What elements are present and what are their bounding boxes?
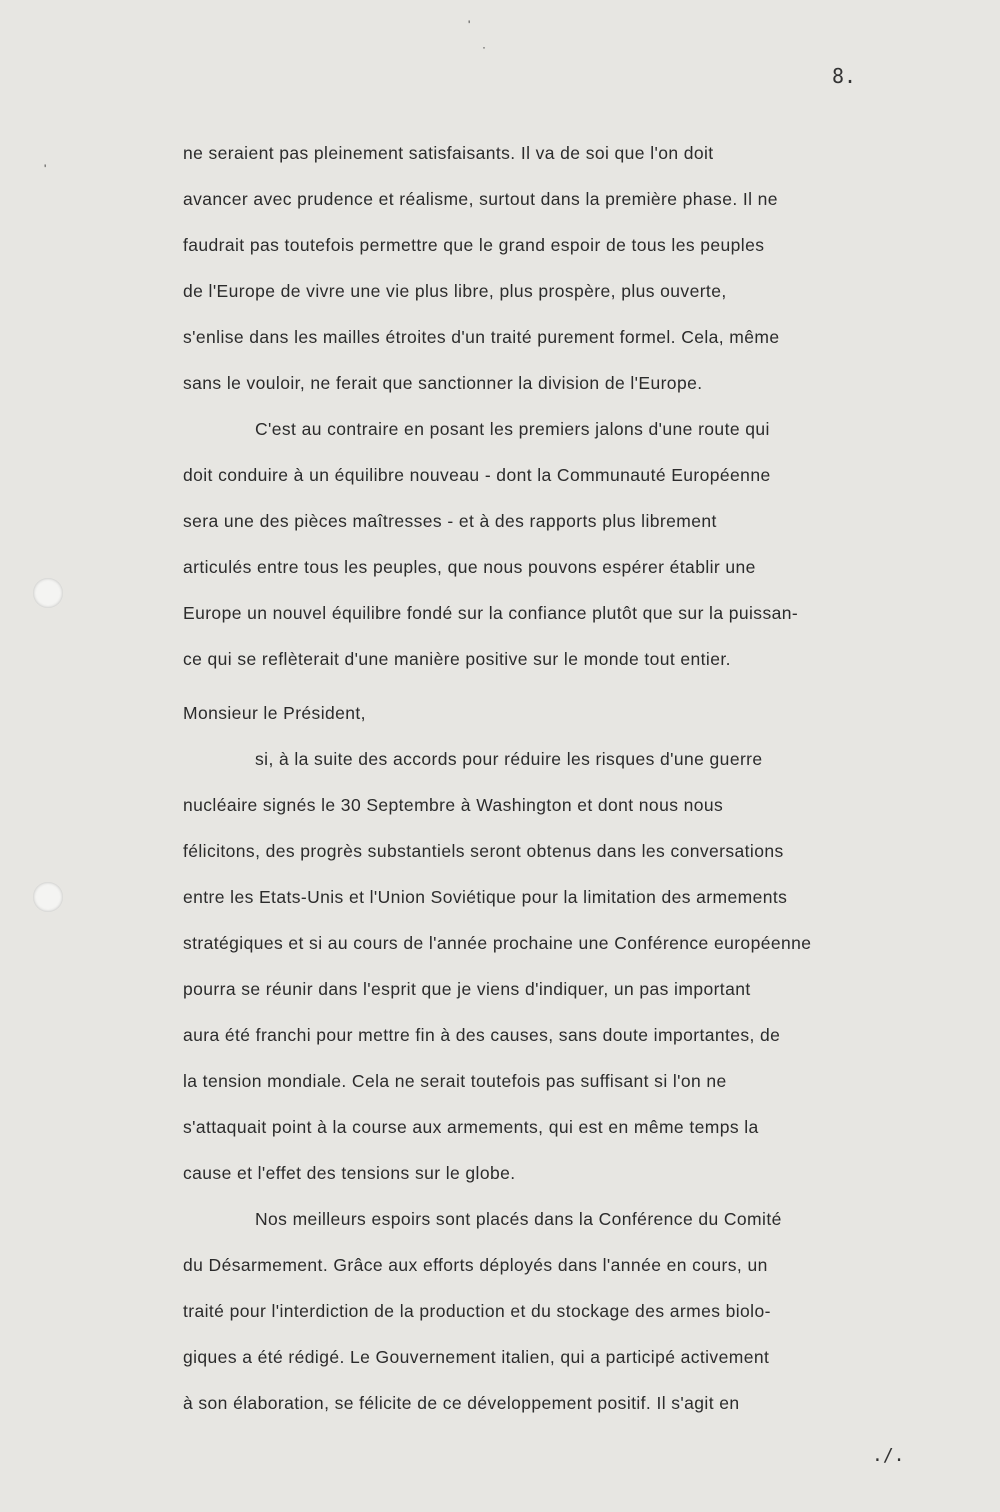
text-line: articulés entre tous les peuples, que nous pouvons espérer établir une bbox=[183, 557, 756, 577]
text-line: giques a été rédigé. Le Gouvernement italien, qui a participé activement bbox=[183, 1347, 770, 1367]
text-line: Nos meilleurs espoirs sont placés dans la Conférence du Comité bbox=[255, 1209, 782, 1229]
paper-speck: · bbox=[482, 40, 486, 54]
text-line: traité pour l'interdiction de la production et du stockage des armes biolo- bbox=[183, 1301, 771, 1321]
text-line: Europe un nouvel équilibre fondé sur la confiance plutôt que sur la puissan- bbox=[183, 603, 799, 623]
salutation: Monsieur le Président, bbox=[183, 703, 366, 723]
text-line: stratégiques et si au cours de l'année prochaine une Conférence européenne bbox=[183, 933, 812, 953]
text-line: félicitons, des progrès substantiels seront obtenus dans les conversations bbox=[183, 841, 784, 861]
page-number: 8. bbox=[832, 64, 857, 88]
text-line: ne seraient pas pleinement satisfaisants. Il va de soi que l'on doit bbox=[183, 143, 714, 163]
text-line: la tension mondiale. Cela ne serait toutefois pas suffisant si l'on ne bbox=[183, 1071, 727, 1091]
text-line: du Désarmement. Grâce aux efforts déployés dans l'année en cours, un bbox=[183, 1255, 768, 1275]
text-line: aura été franchi pour mettre fin à des causes, sans doute importantes, de bbox=[183, 1025, 781, 1045]
continuation-mark: ./. bbox=[872, 1445, 905, 1466]
punch-hole bbox=[33, 882, 63, 912]
text-line: si, à la suite des accords pour réduire les risques d'une guerre bbox=[255, 749, 763, 769]
body-text bbox=[183, 130, 913, 1426]
paper-speck: ' bbox=[468, 18, 471, 32]
text-line: sans le vouloir, ne ferait que sanctionner la division de l'Europe. bbox=[183, 373, 703, 393]
text-line: avancer avec prudence et réalisme, surtout dans la première phase. Il ne bbox=[183, 189, 778, 209]
punch-hole bbox=[33, 578, 63, 608]
paper-speck: ' bbox=[44, 162, 47, 176]
text-line: cause et l'effet des tensions sur le globe. bbox=[183, 1163, 516, 1183]
text-line: ce qui se reflèterait d'une manière positive sur le monde tout entier. bbox=[183, 649, 731, 669]
text-line: entre les Etats-Unis et l'Union Soviétique pour la limitation des armements bbox=[183, 887, 788, 907]
text-line: s'attaquait point à la course aux armements, qui est en même temps la bbox=[183, 1117, 759, 1137]
text-line: sera une des pièces maîtresses - et à des rapports plus librement bbox=[183, 511, 717, 531]
text-line: s'enlise dans les mailles étroites d'un traité purement formel. Cela, même bbox=[183, 327, 780, 347]
text-line: nucléaire signés le 30 Septembre à Washington et dont nous nous bbox=[183, 795, 724, 815]
text-line: à son élaboration, se félicite de ce développement positif. Il s'agit en bbox=[183, 1393, 740, 1413]
text-line: faudrait pas toutefois permettre que le grand espoir de tous les peuples bbox=[183, 235, 765, 255]
text-line: pourra se réunir dans l'esprit que je viens d'indiquer, un pas important bbox=[183, 979, 751, 999]
text-line: de l'Europe de vivre une vie plus libre, plus prospère, plus ouverte, bbox=[183, 281, 727, 301]
text-line: C'est au contraire en posant les premiers jalons d'une route qui bbox=[255, 419, 770, 439]
text-line: doit conduire à un équilibre nouveau - dont la Communauté Européenne bbox=[183, 465, 771, 485]
